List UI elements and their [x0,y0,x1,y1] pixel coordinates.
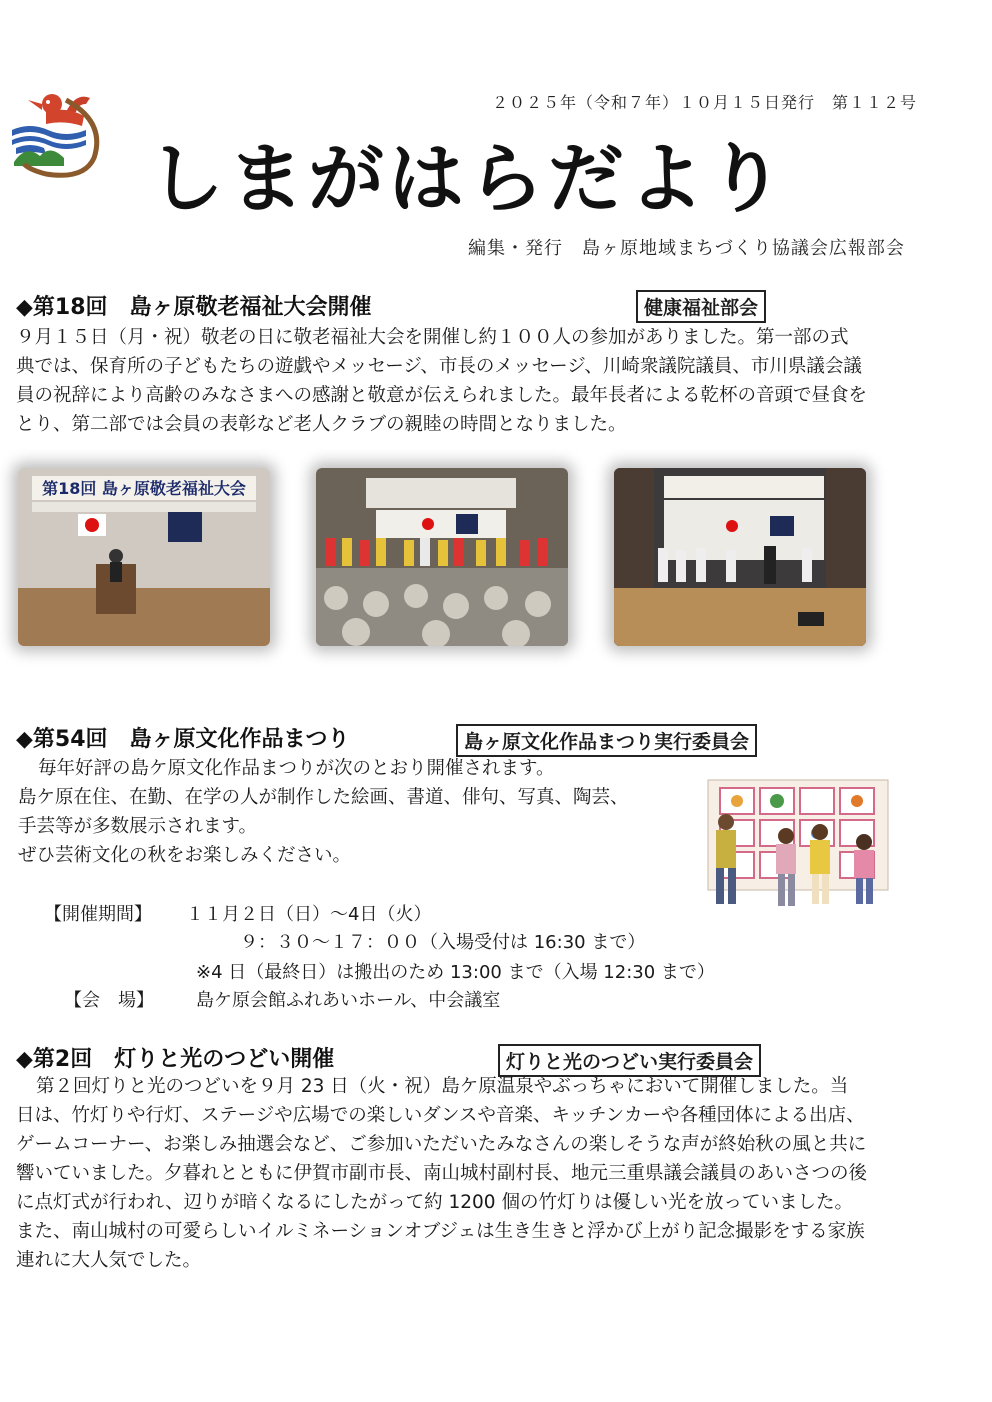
photo-banner-text: 第18回 島ヶ原敬老福祉大会 [42,479,246,498]
section1-body [16,323,946,439]
section3-line: 響いていました。夕暮れとともに伊賀市副市長、南山城村副村長、地元三重県議会議員のあいさつの後 [16,1163,868,1184]
section3-line: に点灯式が行われ、辺りが暗くなるにしたがって約 1200 個の竹灯りは優しい光を放っていました。 [16,1192,853,1213]
venue-text: 島ケ原会館ふれあいホール、中会議室 [196,990,501,1011]
section3-body [16,1072,867,1275]
section3-badge: 灯りと光のつどい実行委員会 [498,1044,761,1077]
section3-line: 第２回灯りと光のつどいを９月 23 日（火・祝）島ケ原温泉やぶっちゃにおいて開催しました。当 [36,1076,849,1097]
section2-heading: ◆第54回 島ヶ原文化作品まつり [16,727,350,752]
town-logo [6,82,110,182]
venue-label: 【会 場】 [64,990,154,1011]
newsletter-title: しまがはらだより [148,134,788,223]
schedule-dates: １１月２日（日）～4日（火） [186,904,432,925]
section1-line: とり、第二部では会員の表彰など老人クラブの親睦の時間となりました。 [16,414,627,435]
section2-line: 手芸等が多数展示されます。 [18,816,258,837]
section1-line: ９月１５日（月・祝）敬老の日に敬老福祉大会を開催し約１００人の参加がありました。第一部の式 [16,327,849,348]
gallery-illustration [702,778,894,918]
section3-line: また、南山城村の可愛らしいイルミネーションオブジェは生き生きと浮かび上がり記念撮影をする家族 [16,1221,865,1242]
photo-ceremony-speech [18,468,270,646]
section1-line: 員の祝辞により高齢のみなさまへの感謝と敬意が伝えられました。最年長者による乾杯の音頭で昼食を [16,385,868,406]
section2-line: ぜひ芸術文化の秋をお楽しみください。 [18,845,352,866]
section3-line: 連れに大人気でした。 [16,1250,202,1271]
section3-heading: ◆第2回 灯りと光のつどい開催 [16,1047,335,1072]
photo-children-performance [316,468,568,646]
issue-line: ２０２５年（令和７年）１０月１５日発行 第１１２号 [492,93,918,112]
publisher-line: 編集・発行 島ヶ原地域まちづくり協議会広報部会 [468,238,905,259]
section2-badge: 島ヶ原文化作品まつり実行委員会 [456,724,757,757]
section1-line: 典では、保育所の子どもたちの遊戯やメッセージ、市長のメッセージ、川崎衆議院議員、市川県議会議 [16,356,862,377]
section1-heading: ◆第18回 島ヶ原敬老福祉大会開催 [16,295,372,320]
schedule-label: 【開催期間】 [44,904,152,925]
section2-line: 島ケ原在住、在勤、在学の人が制作した絵画、書道、俳句、写真、陶芸、 [18,787,629,808]
schedule-time: ９：３０～１７：００（入場受付は 16:30 まで） [240,932,646,953]
photo-award-presentation [614,468,866,646]
section3-line: 日は、竹灯りや行灯、ステージや広場での楽しいダンスや音楽、キッチンカーや各種団体による出店、 [16,1105,865,1126]
section2-body [18,754,629,870]
schedule-note: ※4 日（最終日）は搬出のため 13:00 まで（入場 12:30 まで） [196,962,715,983]
section3-line: ゲームコーナー、お楽しみ抽選会など、ご参加いただいたみなさんの楽しそうな声が終始秋の風と共に [16,1134,867,1155]
section1-badge: 健康福祉部会 [636,290,766,323]
section2-line: 毎年好評の島ケ原文化作品まつりが次のとおり開催されます。 [38,758,555,779]
